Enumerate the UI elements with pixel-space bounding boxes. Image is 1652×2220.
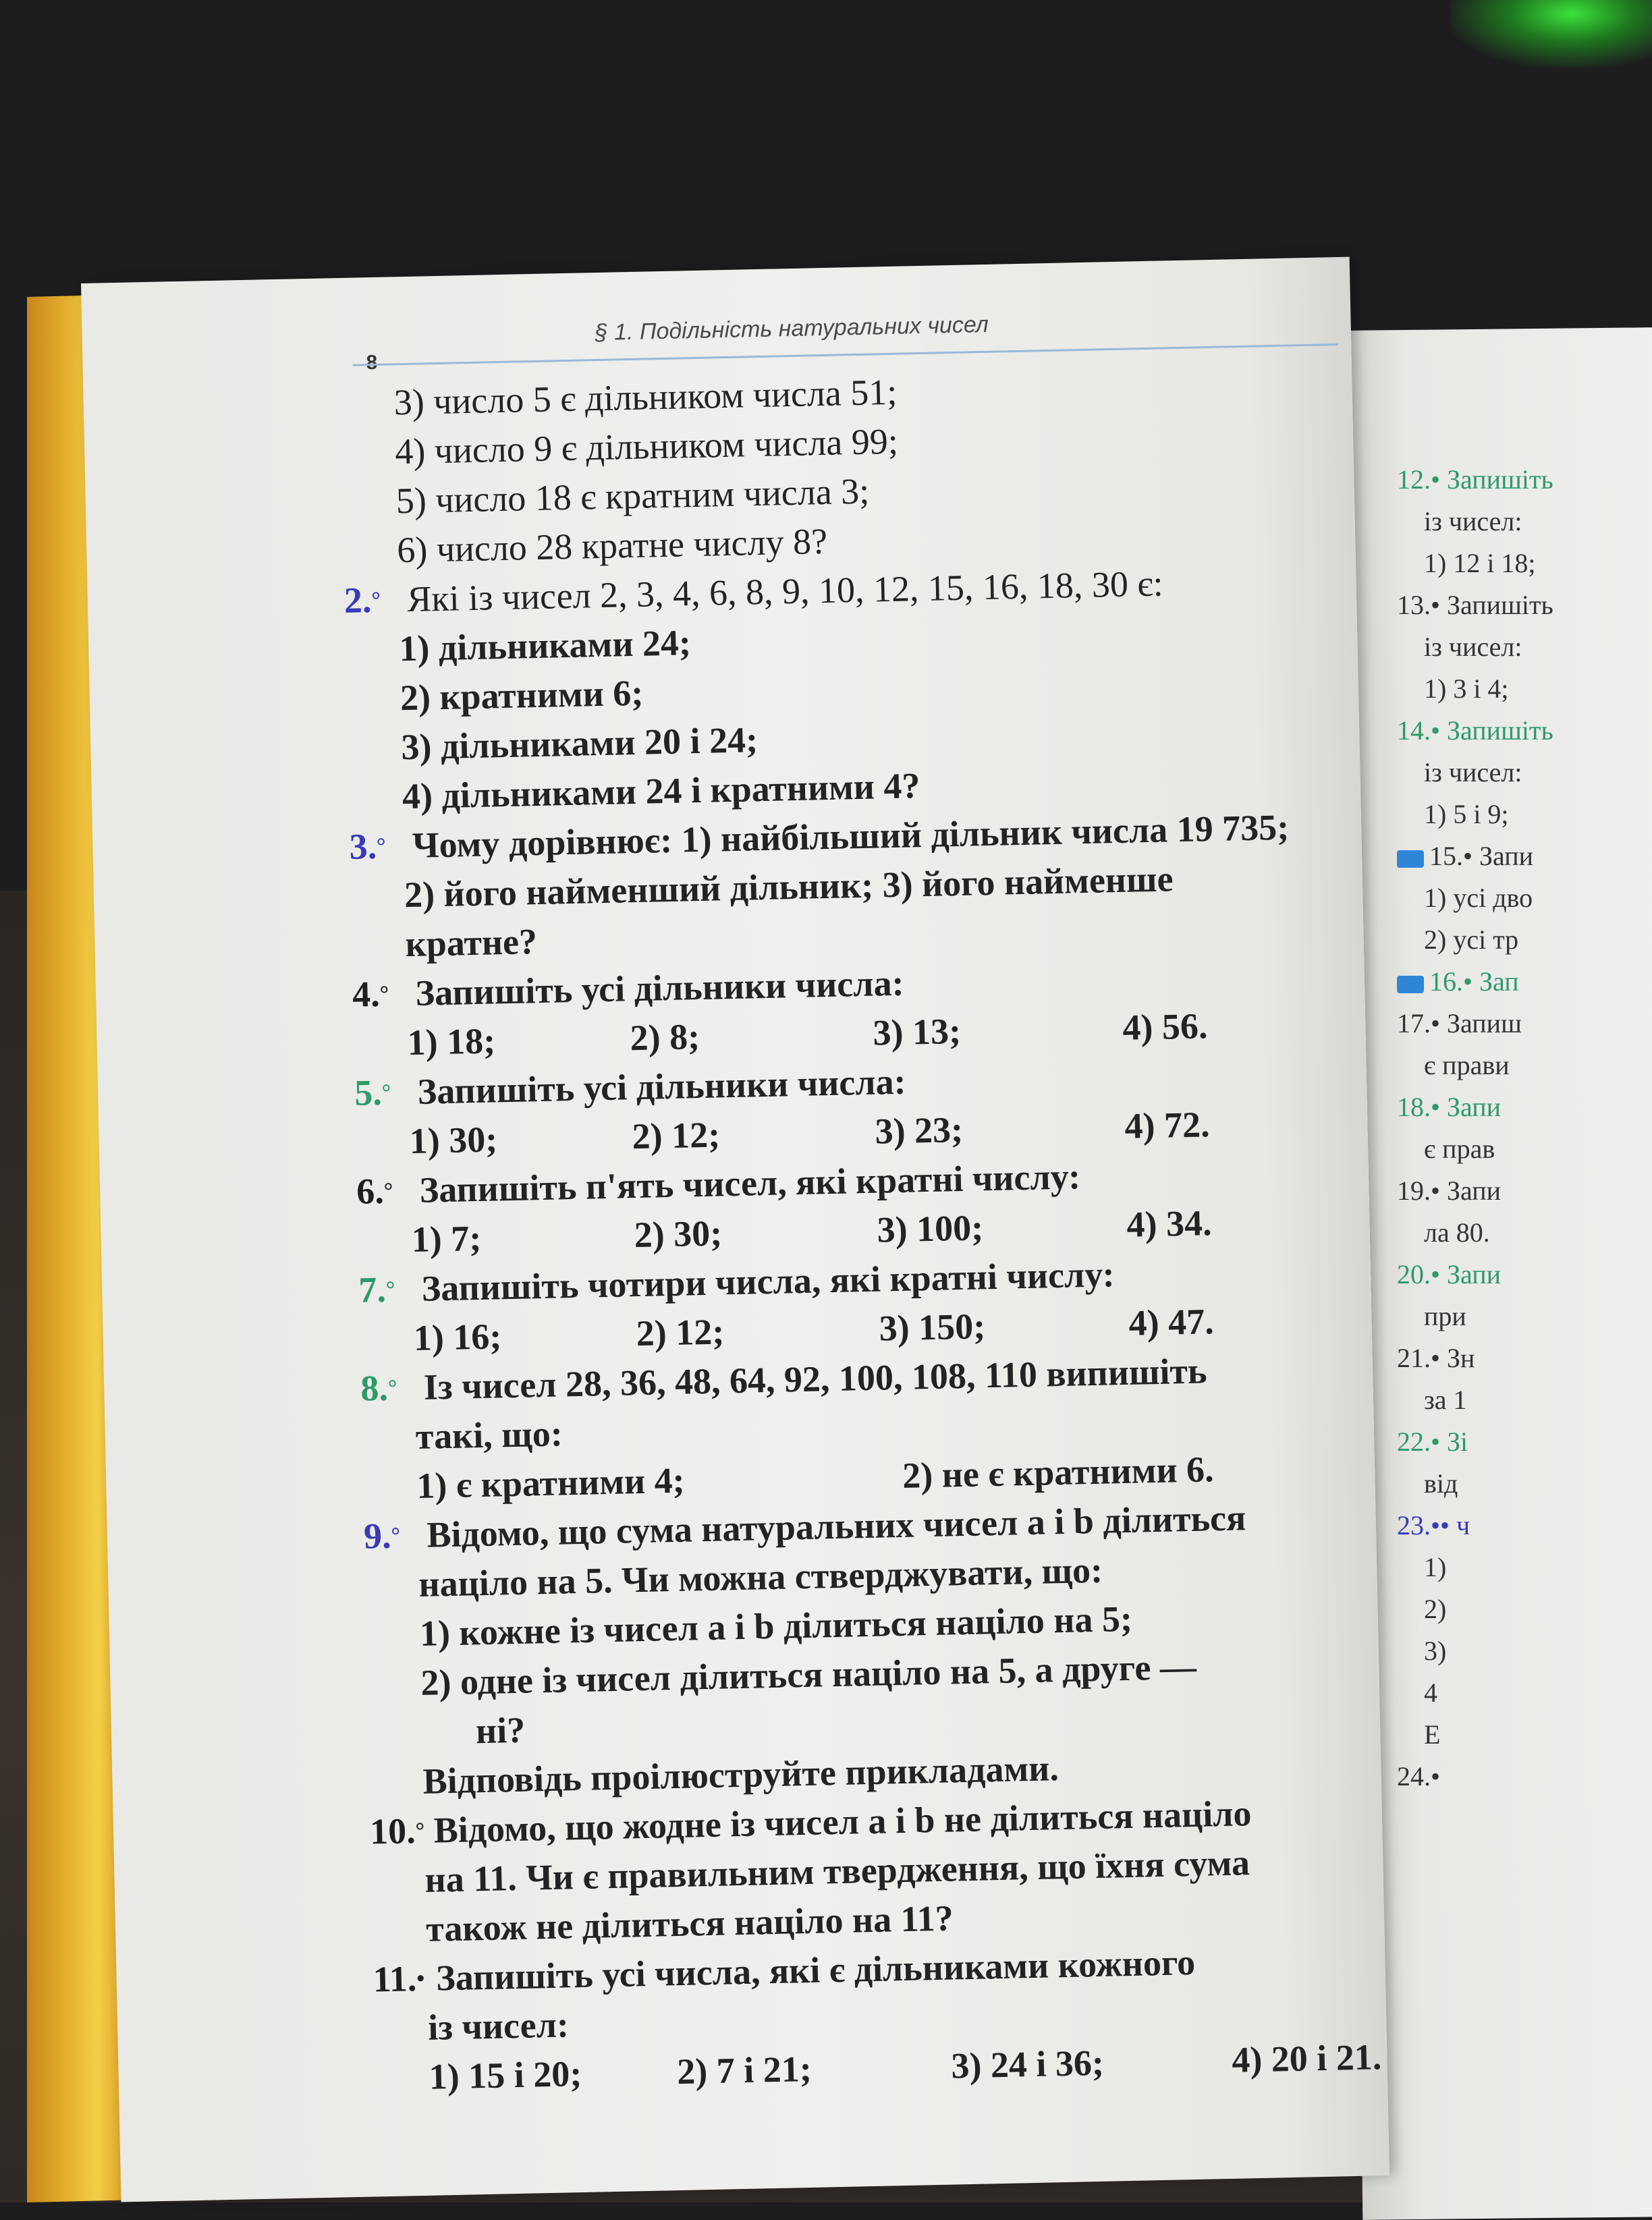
- right-line: 14.• Запишіть: [1397, 715, 1553, 746]
- ex10-number: 10.°: [369, 1810, 425, 1852]
- exercise-list: [339, 357, 1428, 2103]
- ex2-stem: 2.° Які із чисел 2, 3, 4, 6, 8, 9, 10, 12, 15, 16, 18, 30 є:: [343, 554, 1397, 626]
- ex2-item: 3) дільниками 20 і 24;: [400, 719, 759, 768]
- ex5-stem: 5.° Запишіть усі дільники числа:: [354, 1047, 1407, 1118]
- right-line: є прави: [1424, 1050, 1510, 1080]
- ex9-line: націло на 5. Чи можна стверджувати, що:: [418, 1549, 1103, 1605]
- ex4-number: 4.°: [352, 973, 389, 1015]
- right-line: 21.• Зн: [1397, 1343, 1475, 1373]
- ex8-line: такі, що:: [415, 1413, 563, 1457]
- ex11-stem: 11.• Запишіть усі числа, які є дільниками кожного: [373, 1933, 1426, 2005]
- ex10-line: на 11. Чи є правильним твердження, що їхня сума: [424, 1842, 1250, 1900]
- ex2-number: 2.°: [343, 580, 381, 621]
- ex8-items: 1) є кратними 4; 2) не є кратними 6.: [416, 1449, 1215, 1506]
- right-line: 24.•: [1397, 1761, 1441, 1792]
- ex8-number: 8.°: [360, 1367, 397, 1409]
- right-line: 1) 12 і 18;: [1424, 548, 1536, 578]
- right-line: 18.• Запи: [1397, 1092, 1502, 1122]
- ex3-stem: 3.° Чому дорівнює: 1) найбільший дільник числа 19 735;: [349, 800, 1402, 872]
- ex9-item: ні?: [475, 1709, 526, 1752]
- ex5-items: 1) 30; 2) 12; 3) 23; 4) 72.: [409, 1104, 1211, 1162]
- ex2-item: 1) дільниками 24;: [398, 622, 692, 669]
- ex6-items: 1) 7; 2) 30; 3) 100; 4) 34.: [411, 1202, 1213, 1260]
- ex9-stem: 9.° Відомо, що сума натуральних чисел a і b ділиться: [363, 1490, 1416, 1561]
- ex1-item-4: 4) число 9 є дільником числа 99;: [394, 420, 899, 472]
- ex8-stem: 8.° Із чисел 28, 36, 48, 64, 92, 100, 108, 110 випишіть: [360, 1342, 1414, 1414]
- right-line: 12.• Запишіть: [1397, 464, 1553, 495]
- right-line: 13.• Запишіть: [1397, 590, 1553, 620]
- right-line: із чисел:: [1424, 757, 1522, 787]
- ex1-item-3: 3) число 5 є дільником числа 51;: [393, 371, 898, 423]
- ex1-item-6: 6) число 28 кратне числу 8?: [396, 520, 828, 571]
- ex4-stem: 4.° Запишіть усі дільники числа:: [352, 948, 1405, 1020]
- right-line: при: [1424, 1301, 1466, 1331]
- right-line: із чисел:: [1424, 506, 1522, 536]
- ex11-line: із чисел:: [427, 2004, 570, 2048]
- right-line: 15.• Запи: [1397, 835, 1652, 877]
- right-line: від: [1424, 1468, 1458, 1499]
- ex10-stem: 10.° Відомо, що жодне із чисел a і b не ділиться націло: [369, 1785, 1423, 1857]
- right-line: із чисел:: [1424, 632, 1522, 662]
- right-line: 2): [1424, 1594, 1447, 1624]
- ex3-line: 2) його найменший дільник; 3) його найменше: [404, 858, 1174, 916]
- right-line: є прав: [1424, 1134, 1495, 1164]
- page-number: 8: [366, 351, 378, 374]
- right-line: ла 80.: [1424, 1217, 1490, 1248]
- ex1-item-5: 5) число 18 є кратним числа 3;: [395, 470, 870, 522]
- right-line: Е: [1424, 1719, 1441, 1750]
- left-page: [81, 257, 1389, 2202]
- right-line: за 1: [1424, 1385, 1467, 1415]
- ex3-line: кратне?: [404, 921, 538, 965]
- right-line: 1): [1424, 1552, 1447, 1582]
- right-line: 1) усі дво: [1424, 883, 1533, 913]
- ex3-number: 3.°: [348, 826, 387, 867]
- ex9-footer: Відповідь проілюструйте прикладами.: [422, 1748, 1059, 1802]
- right-page-fragments: [1397, 459, 1652, 1798]
- ex9-number: 9.°: [363, 1515, 401, 1557]
- ex7-number: 7.°: [358, 1269, 395, 1310]
- right-line: 3): [1424, 1636, 1447, 1666]
- ex2-item: 2) кратними 6;: [400, 672, 644, 719]
- right-line: 20.• Запи: [1397, 1259, 1502, 1289]
- square-icon: [1397, 976, 1424, 993]
- ex4-items: 1) 18; 2) 8; 3) 13; 4) 56.: [407, 1005, 1209, 1063]
- right-line: 1) 5 і 9;: [1424, 799, 1509, 829]
- ex7-stem: 7.° Запишіть чотири числа, які кратні числу:: [358, 1244, 1412, 1315]
- running-head: § 1. Подільність натуральних чисел: [595, 311, 989, 346]
- right-line: 16.• Зап: [1397, 961, 1652, 1003]
- ex11-items: 1) 15 і 20; 2) 7 і 21; 3) 24 і 36; 4) 20 і 21.: [429, 2036, 1382, 2097]
- right-line: 4: [1424, 1677, 1437, 1708]
- ex6-stem: 6.° Запишіть п'ять чисел, які кратні числу:: [356, 1145, 1410, 1217]
- green-light-glow: [1451, 0, 1652, 67]
- right-line: 19.• Запи: [1397, 1175, 1502, 1206]
- right-line: 22.• Зі: [1397, 1426, 1468, 1457]
- ex5-number: 5.°: [354, 1072, 391, 1113]
- ex9-item: 2) одне із чисел ділиться націло на 5, а друге —: [420, 1646, 1197, 1703]
- ex11-number: 11.•: [373, 1958, 425, 2000]
- right-line: 23.•• ч: [1397, 1510, 1470, 1541]
- ex2-item: 4) дільниками 24 і кратними 4?: [402, 765, 920, 817]
- ex9-item: 1) кожне із чисел a і b ділиться націло на 5;: [419, 1598, 1133, 1654]
- right-line: 1) 3 і 4;: [1424, 673, 1509, 704]
- ex6-number: 6.°: [356, 1170, 393, 1212]
- right-line: 17.• Запиш: [1397, 1008, 1522, 1038]
- square-icon: [1397, 850, 1424, 868]
- ex7-items: 1) 16; 2) 12; 3) 150; 4) 47.: [413, 1301, 1215, 1359]
- ex10-line: також не ділиться націло на 11?: [425, 1897, 954, 1949]
- right-line: 2) усі тр: [1424, 924, 1519, 955]
